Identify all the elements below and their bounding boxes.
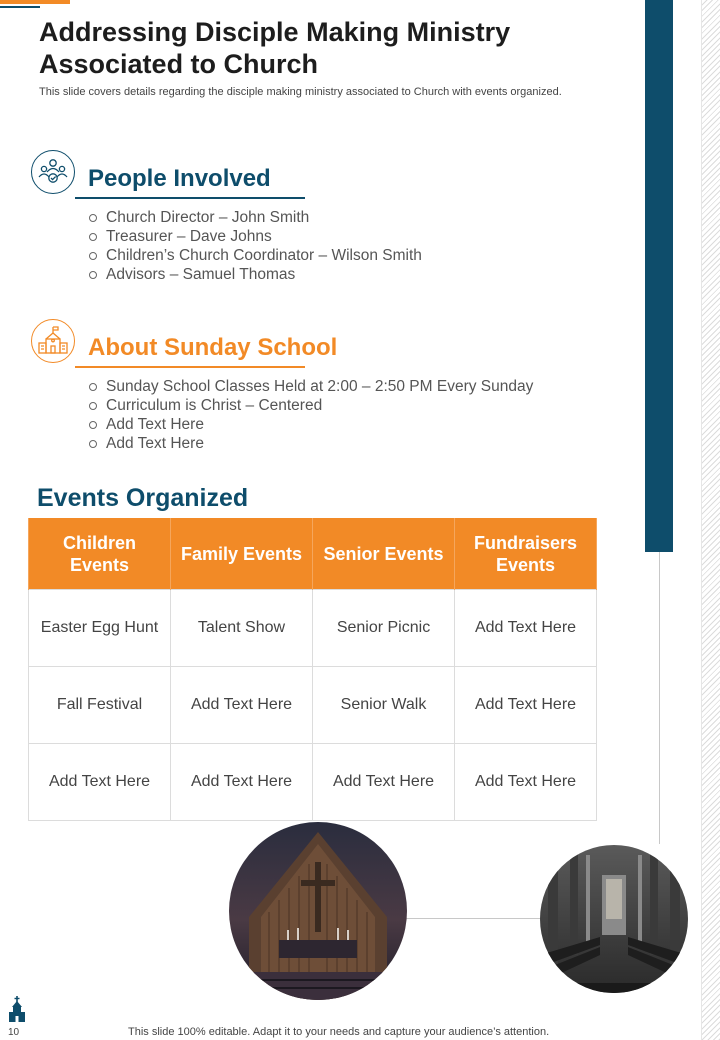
people-heading-underline	[75, 197, 305, 199]
list-item: Add Text Here	[88, 434, 533, 453]
people-list	[88, 208, 422, 284]
list-item: Church Director – John Smith	[88, 208, 422, 227]
table-row	[29, 590, 597, 667]
top-accent-bar	[0, 0, 70, 4]
school-building-icon	[31, 319, 75, 363]
table-cell: Senior Walk	[313, 667, 455, 744]
people-group-icon	[31, 150, 75, 194]
list-item: Sunday School Classes Held at 2:00 – 2:50 PM Every Sunday	[88, 377, 533, 396]
list-item: Advisors – Samuel Thomas	[88, 265, 422, 284]
list-item: Treasurer – Dave Johns	[88, 227, 422, 246]
table-cell: Fall Festival	[29, 667, 171, 744]
list-item: Add Text Here	[88, 415, 533, 434]
column-header: Children Events	[29, 518, 171, 590]
table-cell: Talent Show	[171, 590, 313, 667]
table-header-row	[29, 518, 597, 590]
church-altar-photo	[229, 822, 407, 1000]
side-divider-line	[659, 552, 660, 844]
table-cell: Add Text Here	[455, 667, 597, 744]
footer-note: This slide 100% editable. Adapt it to your needs and capture your audience’s attention.	[128, 1026, 550, 1038]
table-cell: Add Text Here	[171, 744, 313, 821]
sunday-school-heading-underline	[75, 366, 305, 368]
side-navy-bar	[645, 0, 673, 552]
cathedral-interior-photo	[540, 845, 688, 993]
people-heading: People Involved	[88, 165, 271, 192]
events-heading: Events Organized	[37, 484, 249, 512]
list-item: Curriculum is Christ – Centered	[88, 396, 533, 415]
table-cell: Easter Egg Hunt	[29, 590, 171, 667]
column-header: Senior Events	[313, 518, 455, 590]
table-cell: Add Text Here	[313, 744, 455, 821]
sunday-school-list	[88, 377, 533, 453]
photo-connector-line	[406, 918, 540, 919]
table-cell: Add Text Here	[455, 744, 597, 821]
page-title: Addressing Disciple Making Ministry Associated to Church	[39, 17, 511, 79]
right-hatch-border	[701, 0, 720, 1040]
events-table	[28, 518, 597, 821]
table-row	[29, 744, 597, 821]
list-item: Children’s Church Coordinator – Wilson Smith	[88, 246, 422, 265]
page-number: 10	[8, 1027, 20, 1038]
table-cell: Add Text Here	[29, 744, 171, 821]
page-subtitle: This slide covers details regarding the disciple making ministry associated to Church with events organized.	[39, 86, 562, 98]
table-row	[29, 667, 597, 744]
table-cell: Add Text Here	[455, 590, 597, 667]
column-header: Family Events	[171, 518, 313, 590]
church-icon	[8, 996, 26, 1022]
table-cell: Add Text Here	[171, 667, 313, 744]
sunday-school-heading: About Sunday School	[88, 334, 338, 361]
top-accent-line	[0, 6, 40, 8]
column-header: Fundraisers Events	[455, 518, 597, 590]
table-cell: Senior Picnic	[313, 590, 455, 667]
